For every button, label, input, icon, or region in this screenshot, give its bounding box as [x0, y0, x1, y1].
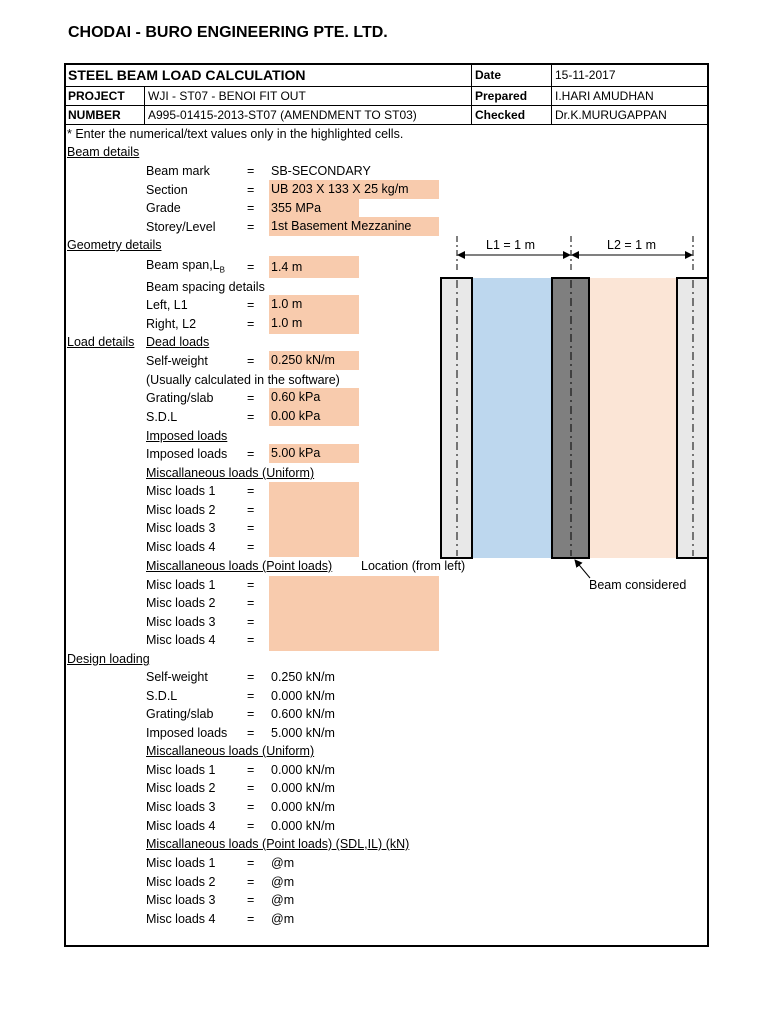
- equals-sign: =: [247, 875, 255, 889]
- equals-sign: =: [247, 578, 255, 592]
- sdl-input[interactable]: 0.00 kPa: [269, 407, 359, 426]
- software-note: (Usually calculated in the software): [146, 373, 340, 387]
- beam-span-input[interactable]: 1.4 m: [269, 256, 359, 278]
- imposed-loads-label: Imposed loads: [146, 447, 228, 461]
- checked-value: Dr.K.MURUGAPPAN: [551, 105, 709, 125]
- equals-sign: =: [247, 707, 255, 721]
- equals-sign: =: [247, 447, 255, 461]
- misc-point-heading: Miscallaneous loads (Point loads): [146, 559, 333, 573]
- design-misc-uniform-1-label: Misc loads 1: [146, 763, 216, 777]
- imposed-loads-input[interactable]: 5.00 kPa: [269, 444, 359, 463]
- design-misc-uniform-2-value: 0.000 kN/m: [271, 781, 335, 795]
- equals-sign: =: [247, 540, 255, 554]
- section-input[interactable]: UB 203 X 133 X 25 kg/m: [269, 180, 439, 199]
- grade-input[interactable]: 355 MPa: [269, 199, 359, 218]
- equals-sign: =: [247, 689, 255, 703]
- right-slab-panel: [589, 278, 677, 558]
- location-label: Location (from left): [361, 559, 466, 573]
- prepared-value: I.HARI AMUDHAN: [551, 86, 709, 106]
- design-loading-heading: Design loading: [67, 652, 150, 666]
- equals-sign: =: [247, 503, 255, 517]
- storey-label: Storey/Level: [146, 220, 216, 234]
- equals-sign: =: [247, 763, 255, 777]
- equals-sign: =: [247, 260, 255, 274]
- number-label: NUMBER: [64, 105, 145, 125]
- design-sdl-value: 0.000 kN/m: [271, 689, 335, 703]
- design-misc-point-3-value: @m: [271, 893, 295, 907]
- equals-sign: =: [247, 391, 255, 405]
- self-weight-input[interactable]: 0.250 kN/m: [269, 351, 359, 370]
- beam-mark-label: Beam mark: [146, 164, 210, 178]
- misc-uniform-2-label: Misc loads 2: [146, 503, 216, 517]
- design-misc-point-2-label: Misc loads 2: [146, 875, 216, 889]
- date-value: 15-11-2017: [551, 63, 709, 87]
- l2-dimension-label: L2 = 1 m: [607, 238, 656, 252]
- design-grating-label: Grating/slab: [146, 707, 214, 721]
- equals-sign: =: [247, 912, 255, 926]
- number-value: A995-01415-2013-ST07 (AMENDMENT TO ST03): [144, 105, 472, 125]
- beam-pointer-arrow: [575, 560, 590, 578]
- l1-dimension-label: L1 = 1 m: [486, 238, 535, 252]
- misc-point-1-label: Misc loads 1: [146, 578, 216, 592]
- imposed-loads-heading: Imposed loads: [146, 429, 228, 443]
- equals-sign: =: [247, 220, 255, 234]
- equals-sign: =: [247, 410, 255, 424]
- equals-sign: =: [247, 183, 255, 197]
- right-spacing-input[interactable]: 1.0 m: [269, 314, 359, 334]
- design-misc-point-2-value: @m: [271, 875, 295, 889]
- right-spacing-label: Right, L2: [146, 317, 197, 331]
- left-spacing-input[interactable]: 1.0 m: [269, 295, 359, 314]
- design-misc-uniform-heading: Miscallaneous loads (Uniform): [146, 744, 315, 758]
- equals-sign: =: [247, 819, 255, 833]
- equals-sign: =: [247, 201, 255, 215]
- sheet-title: STEEL BEAM LOAD CALCULATION: [64, 63, 472, 87]
- design-self-weight-label: Self-weight: [146, 670, 208, 684]
- beam-considered-label: Beam considered: [589, 578, 687, 592]
- equals-sign: =: [247, 521, 255, 535]
- misc-uniform-3-label: Misc loads 3: [146, 521, 216, 535]
- design-misc-uniform-3-label: Misc loads 3: [146, 800, 216, 814]
- design-sdl-label: S.D.L: [146, 689, 178, 703]
- design-misc-point-4-value: @m: [271, 912, 295, 926]
- beam-span-label: Beam $span,L_B$: [146, 258, 226, 275]
- equals-sign: =: [247, 298, 255, 312]
- design-misc-uniform-1-value: 0.000 kN/m: [271, 763, 335, 777]
- design-misc-uniform-4-label: Misc loads 4: [146, 819, 216, 833]
- project-label: PROJECT: [64, 86, 145, 106]
- grating-label: Grating/slab: [146, 391, 214, 405]
- prepared-label: Prepared: [471, 86, 552, 106]
- misc-uniform-4-label: Misc loads 4: [146, 540, 216, 554]
- equals-sign: =: [247, 633, 255, 647]
- equals-sign: =: [247, 484, 255, 498]
- design-misc-point-4-label: Misc loads 4: [146, 912, 216, 926]
- equals-sign: =: [247, 670, 255, 684]
- design-imposed-value: 5.000 kN/m: [271, 726, 335, 740]
- geometry-heading: Geometry details: [67, 238, 162, 252]
- equals-sign: =: [247, 856, 255, 870]
- design-misc-point-3-label: Misc loads 3: [146, 893, 216, 907]
- project-value: WJI - ST07 - BENOI FIT OUT: [144, 86, 472, 106]
- company-name: CHODAI - BURO ENGINEERING PTE. LTD.: [68, 24, 388, 41]
- equals-sign: =: [247, 893, 255, 907]
- equals-sign: =: [247, 317, 255, 331]
- spacing-label: Beam spacing details: [146, 280, 265, 294]
- dead-loads-heading: Dead loads: [146, 335, 210, 349]
- design-misc-point-1-label: Misc loads 1: [146, 856, 216, 870]
- design-misc-uniform-2-label: Misc loads 2: [146, 781, 216, 795]
- section-label: Section: [146, 183, 188, 197]
- equals-sign: =: [247, 726, 255, 740]
- design-self-weight-value: 0.250 kN/m: [271, 670, 335, 684]
- storey-input[interactable]: 1st Basement Mezzanine: [269, 217, 439, 236]
- left-slab-panel: [472, 278, 552, 558]
- design-misc-uniform-3-value: 0.000 kN/m: [271, 800, 335, 814]
- load-details-heading: Load details: [67, 335, 135, 349]
- beam-mark-value[interactable]: SB-SECONDARY: [271, 164, 371, 178]
- date-label: Date: [471, 63, 552, 87]
- misc-uniform-heading: Miscallaneous loads (Uniform): [146, 466, 315, 480]
- sdl-label: S.D.L: [146, 410, 178, 424]
- misc-point-2-label: Misc loads 2: [146, 596, 216, 610]
- design-misc-point-1-value: @m: [271, 856, 295, 870]
- equals-sign: =: [247, 615, 255, 629]
- misc-point-4-label: Misc loads 4: [146, 633, 216, 647]
- design-misc-uniform-4-value: 0.000 kN/m: [271, 819, 335, 833]
- equals-sign: =: [247, 164, 255, 178]
- equals-sign: =: [247, 800, 255, 814]
- equals-sign: =: [247, 781, 255, 795]
- misc-uniform-1-label: Misc loads 1: [146, 484, 216, 498]
- left-spacing-label: Left, L1: [146, 298, 188, 312]
- misc-point-3-label: Misc loads 3: [146, 615, 216, 629]
- design-imposed-label: Imposed loads: [146, 726, 228, 740]
- design-grating-value: 0.600 kN/m: [271, 707, 335, 721]
- input-note: * Enter the numerical/text values only in the highlighted cells.: [67, 127, 404, 141]
- design-misc-point-heading: Miscallaneous loads (Point loads) (SDL,IL) (kN): [146, 837, 410, 851]
- grating-input[interactable]: 0.60 kPa: [269, 388, 359, 407]
- equals-sign: =: [247, 354, 255, 368]
- equals-sign: =: [247, 596, 255, 610]
- checked-label: Checked: [471, 105, 552, 125]
- beam-details-heading: Beam details: [67, 145, 140, 159]
- self-weight-label: Self-weight: [146, 354, 208, 368]
- grade-label: Grade: [146, 201, 181, 215]
